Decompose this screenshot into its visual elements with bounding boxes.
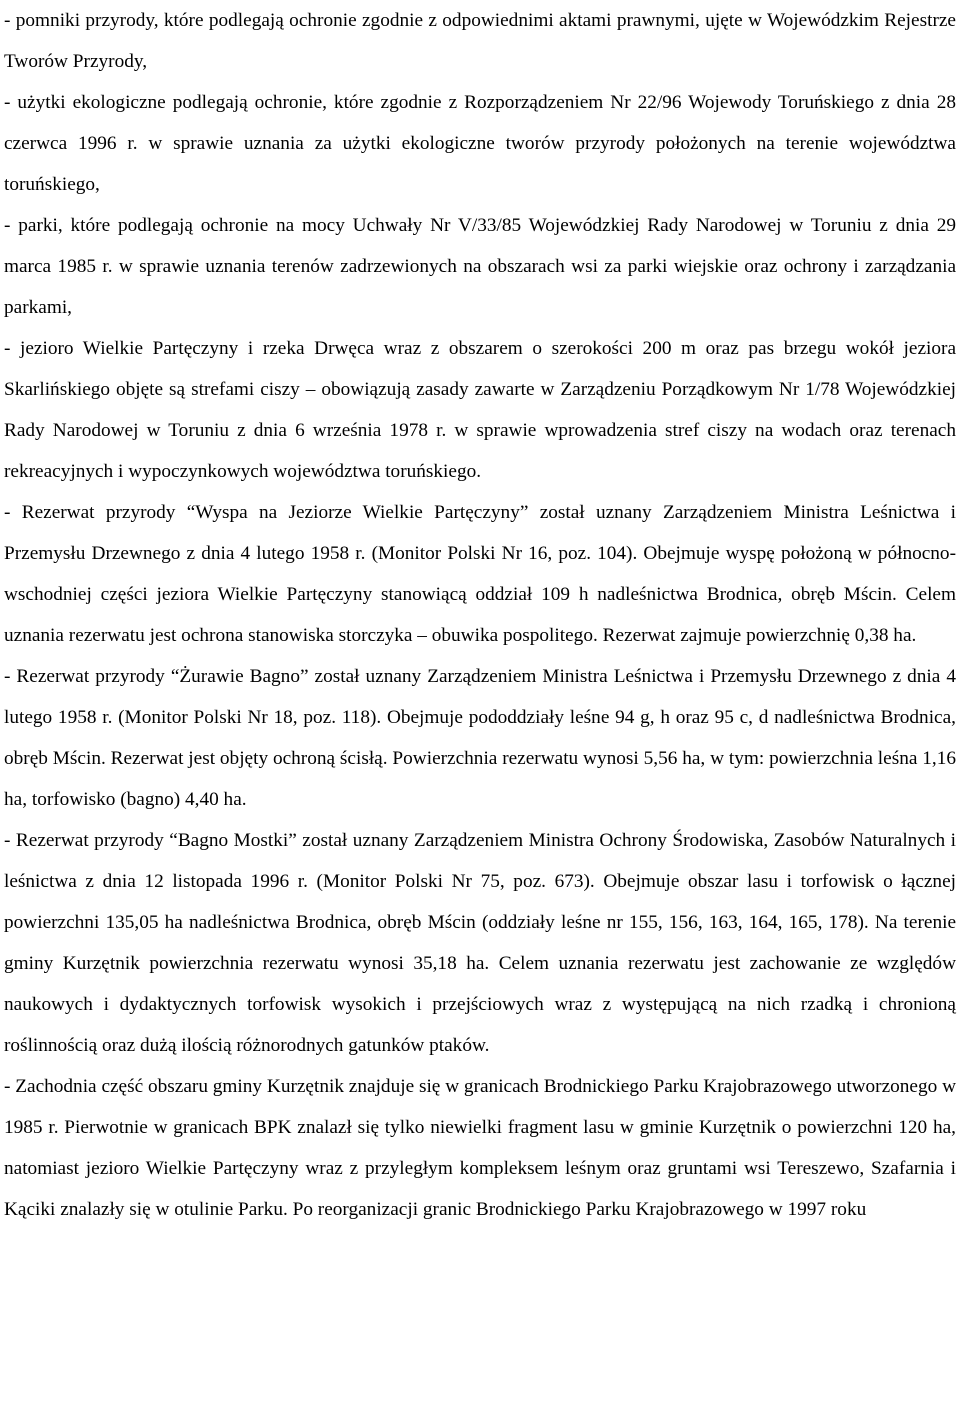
- paragraph-landscape-park: - Zachodnia część obszaru gminy Kurzętnik znajduje się w granicach Brodnickiego Parku Krajobrazowego utworzonego w 1985 r. Pierwotnie w granicach BPK znalazł się tylko niewielki fragment lasu w gminie Kurzętnik o powierzchni 120 ha, natomiast jezioro Wielkie Partęczyny wraz z przyległym kompleksem leśnym oraz gruntami wsi Tereszewo, Szafarnia i Kąciki znalazły się w otulinie Parku. Po reorganizacji granic Brodnickiego Parku Krajobrazowego w 1997 roku: [4, 1076, 956, 1220]
- paragraph-quiet-zones: - jezioro Wielkie Partęczyny i rzeka Drwęca wraz z obszarem o szerokości 200 m oraz pas brzegu wokół jeziora Skarlińskiego objęte są strefami ciszy – obowiązują zasady zawarte w Zarządzeniu Porządkowym Nr 1/78 Wojewódzkiej Rady Narodowej w Toruniu z dnia 6 września 1978 r. w sprawie wprowadzenia stref ciszy na wodach oraz terenach rekreacyjnych i wypoczynkowych województwa toruńskiego.: [4, 338, 956, 482]
- paragraph-ecological-sites: - użytki ekologiczne podlegają ochronie, które zgodnie z Rozporządzeniem Nr 22/96 Wojewody Toruńskiego z dnia 28 czerwca 1996 r. w sprawie uznania za użytki ekologiczne tworów przyrody położonych na terenie województwa toruńskiego,: [4, 92, 956, 195]
- paragraph-parks: - parki, które podlegają ochronie na mocy Uchwały Nr V/33/85 Wojewódzkiej Rady Narodowej w Toruniu z dnia 29 marca 1985 r. w sprawie uznania terenów zadrzewionych na obszarach wsi za parki wiejskie oraz ochrony i zarządzania parkami,: [4, 215, 956, 318]
- paragraph-monuments: - pomniki przyrody, które podlegają ochronie zgodnie z odpowiednimi aktami prawnymi, ujęte w Wojewódzkim Rejestrze Tworów Przyrody,: [4, 10, 956, 72]
- paragraph-reserve-zurawie-bagno: - Rezerwat przyrody “Żurawie Bagno” został uznany Zarządzeniem Ministra Leśnictwa i Przemysłu Drzewnego z dnia 4 lutego 1958 r. (Monitor Polski Nr 18, poz. 118). Obejmuje pododdziały leśne 94 g, h oraz 95 c, d nadleśnictwa Brodnica, obręb Mścin. Rezerwat jest objęty ochroną ścisłą. Powierzchnia rezerwatu wynosi 5,56 ha, w tym: powierzchnia leśna 1,16 ha, torfowisko (bagno) 4,40 ha.: [4, 666, 956, 810]
- paragraph-reserve-bagno-mostki: - Rezerwat przyrody “Bagno Mostki” został uznany Zarządzeniem Ministra Ochrony Środowiska, Zasobów Naturalnych i leśnictwa z dnia 12 listopada 1996 r. (Monitor Polski Nr 75, poz. 673). Obejmuje obszar lasu i torfowisk o łącznej powierzchni 135,05 ha nadleśnictwa Brodnica, obręb Mścin (oddziały leśne nr 155, 156, 163, 164, 165, 178). Na terenie gminy Kurzętnik powierzchnia rezerwatu wynosi 35,18 ha. Celem uznania rezerwatu jest zachowanie ze względów naukowych i dydaktycznych torfowisk wysokich i przejściowych wraz z występującą na nich rzadką i chronioną roślinnością oraz dużą ilością różnorodnych gatunków ptaków.: [4, 830, 956, 1056]
- paragraph-reserve-wyspa: - Rezerwat przyrody “Wyspa na Jeziorze Wielkie Partęczyny” został uznany Zarządzeniem Ministra Leśnictwa i Przemysłu Drzewnego z dnia 4 lutego 1958 r. (Monitor Polski Nr 16, poz. 104). Obejmuje wyspę położoną w północno-wschodniej części jeziora Wielkie Partęczyny stanowiącą oddział 109 h nadleśnictwa Brodnica, obręb Mścin. Celem uznania rezerwatu jest ochrona stanowiska storczyka – obuwika pospolitego. Rezerwat zajmuje powierzchnię 0,38 ha.: [4, 502, 956, 646]
